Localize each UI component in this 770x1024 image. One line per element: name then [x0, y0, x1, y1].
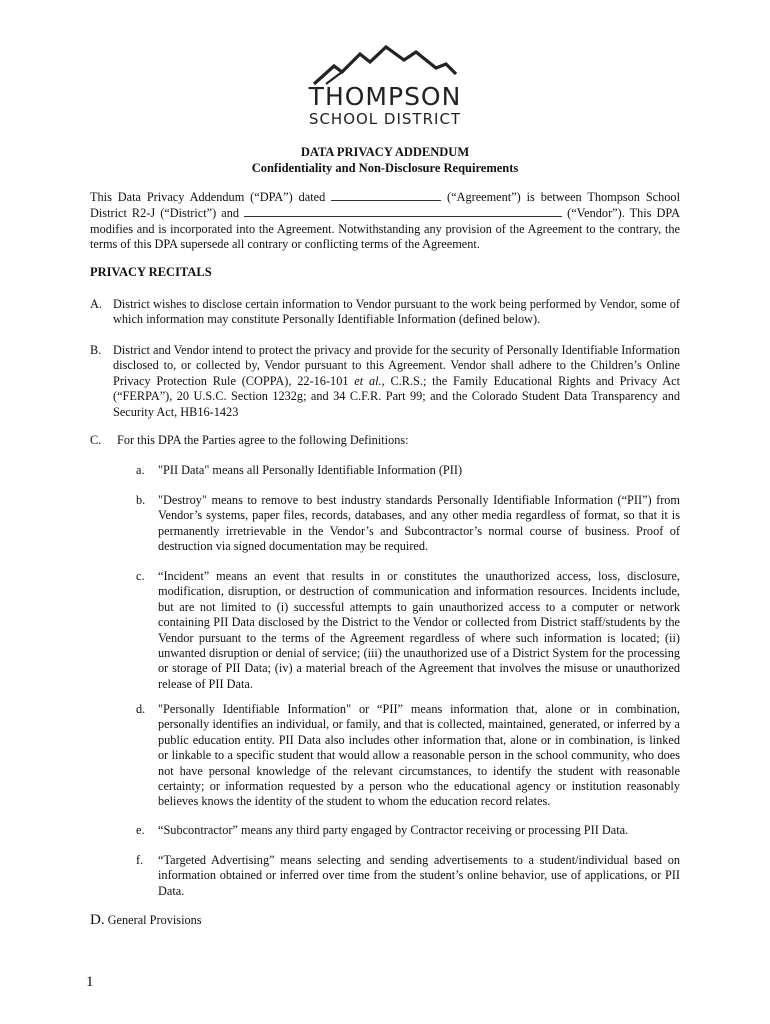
document-subtitle: Confidentiality and Non-Disclosure Requirements — [251, 161, 519, 175]
recital-c-label: C. — [90, 433, 102, 447]
definition-a-text: "PII Data" means all Personally Identifiable Information (PII) — [158, 463, 463, 477]
recital-b-part2: , C.R.S.; the Family Educational Rights and Privacy Act (“FERPA”), 20 U.S.C. Section 1232g; and 34 C.F.R. Part 99; and the Colorado Student Data Transparency and Security Act, HB16-1423 — [113, 373, 680, 419]
definition-c-label: c. — [136, 569, 145, 583]
general-provisions-label: D. — [90, 912, 105, 928]
recital-a-label: A. — [90, 297, 102, 311]
recital-c-text: For this DPA the Parties agree to the following Definitions: — [117, 433, 409, 447]
logo-line1: THOMPSON — [308, 82, 462, 111]
definition-d-label: d. — [136, 702, 146, 716]
definition-b-text: "Destroy" means to remove to best industry standards Personally Identifiable Information (“PII”) from Vendor’s systems, paper files, records, databases, and any other media regardless of format, so that it is permanently irretrievable in the Vendor’s and Subcontractor’s normal course of business. Proof of destruction via signed documentation may be required. — [158, 493, 680, 554]
intro-text-2: (“Agreement”) is between Thompson School District R2-J (“District”) and — [90, 190, 680, 221]
recital-a-text: District wishes to disclose certain information to Vendor pursuant to the work being performed by Vendor, some of which information may constitute Personally Identifiable Information (defined below). — [113, 297, 680, 327]
page-number: 1 — [86, 974, 94, 990]
recital-b-text — [113, 343, 680, 420]
definition-f-label: f. — [136, 853, 144, 867]
intro-paragraph — [90, 189, 680, 253]
intro-text-1: This Data Privacy Addendum (“DPA”) dated — [90, 190, 326, 204]
general-provisions — [90, 913, 202, 928]
definition-c-text: “Incident” means an event that results in or constitutes the unauthorized access, loss, disclosure, modification, disruption, or destruction of communication and information resources. Incidents include, but are not limited to (i) successful attempts to gain unauthorized access to a computer or network containing PII Data disclosed by the District to the Vendor or collected from District staff/students by the Vendor pursuant to the terms of the Agreement regardless of where such information is located; (ii) unwanted disruption or denial of service; (iii) the unauthorized use of a District System for the processing or storage of PII Data; (iv) a material breach of the Agreement that involves the misuse or unauthorized release of PII Data. — [158, 569, 680, 691]
definition-e-label: e. — [136, 823, 145, 837]
definition-d-text: "Personally Identifiable Information" or “PII” means information that, alone or in combination, personally identifies an individual, or family, and that is collected, maintained, generated, or inferred by a public education entity. PII Data also includes other information that, alone or in combination, is linked or linkable to a specific student that would allow a reasonable person in the school community, who does not have personal knowledge of the relevant circumstances, to identify the student with reasonable certainty; or information requested by a person who the educational agency or institution reasonably believes knows the identity of the student to whom the education record relates. — [158, 702, 680, 809]
date-blank-field[interactable] — [331, 189, 441, 201]
document-title: DATA PRIVACY ADDENDUM — [300, 145, 470, 159]
definition-b-label: b. — [136, 493, 146, 507]
definition-f-text: “Targeted Advertising” means selecting and sending advertisements to a student/individual based on information obtained or inferred over time from the student’s online behavior, use of applications, or PII Data. — [158, 853, 680, 898]
mountain-logo-icon — [312, 44, 458, 86]
intro-text-3: (“Vendor”). This DPA modifies and is incorporated into the Agreement. Notwithstanding any provision of the Agreement to the contrary, the terms of this DPA supersede all contrary or conflicting terms of the Agreement. — [90, 206, 680, 252]
definition-a-label: a. — [136, 463, 145, 477]
general-provisions-text: General Provisions — [107, 913, 202, 927]
district-logo — [300, 44, 470, 128]
recital-b-italic: et al. — [354, 373, 382, 388]
privacy-recitals-heading: PRIVACY RECITALS — [90, 265, 212, 279]
vendor-blank-field[interactable] — [244, 205, 562, 217]
definition-e-text: “Subcontractor” means any third party engaged by Contractor receiving or processing PII Data. — [158, 823, 629, 837]
recital-b-part1: District and Vendor intend to protect the privacy and provide for the security of Personally Identifiable Information disclosed to, or collected by, Vendor pursuant to this Agreement. Vendor shall adhere to the Children’s Online Privacy Protection Rule (COPPA), 22-16-101 — [113, 343, 680, 388]
logo-line2: SCHOOL DISTRICT — [308, 110, 462, 128]
recital-b-label: B. — [90, 343, 102, 357]
